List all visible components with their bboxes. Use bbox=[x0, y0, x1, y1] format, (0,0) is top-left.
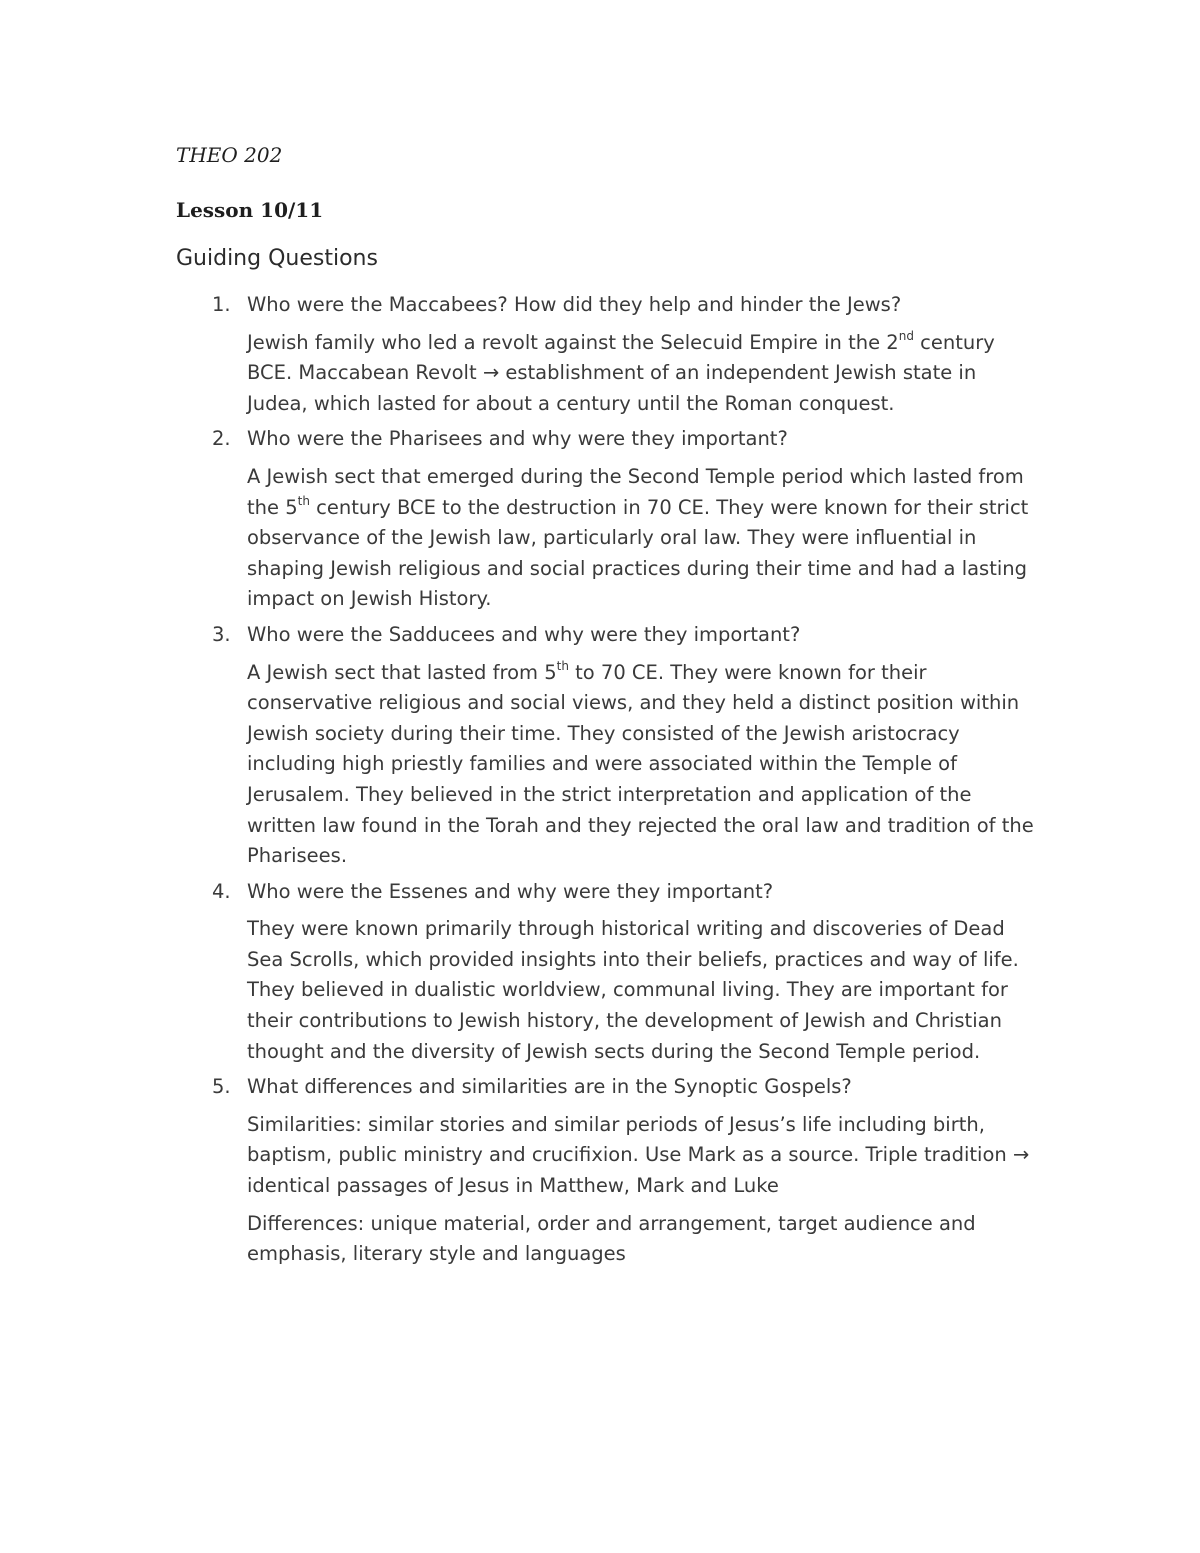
question-number: 1. bbox=[212, 293, 231, 316]
question-item-4 bbox=[176, 877, 1036, 1068]
ordinal-suffix: th bbox=[297, 493, 310, 508]
lesson-title: Lesson 10/11 bbox=[176, 198, 324, 222]
course-code: THEO 202 bbox=[176, 143, 283, 167]
answer-text: A Jewish sect that emerged during the Second Temple period which lasted from the 5th century BCE to the destruction in 70 CE. They were known for their strict observance of the Jewish law, particularly oral law. They were influential in shaping Jewish religious and social practices during their time and had a lasting impact on Jewish History. bbox=[247, 464, 1029, 611]
section-heading: Guiding Questions bbox=[176, 246, 378, 271]
question-text: Who were the Essenes and why were they important? bbox=[247, 879, 774, 903]
differences-text: Differences: unique material, order and arrangement, target audience and emphasis, literary style and languages bbox=[247, 1211, 976, 1266]
question-number: 4. bbox=[212, 879, 231, 903]
question-text: Who were the Sadducees and why were they important? bbox=[247, 622, 801, 646]
question-text: What differences and similarities are in the Synoptic Gospels? bbox=[247, 1075, 852, 1099]
question-list bbox=[176, 290, 1036, 1270]
ordinal-suffix: th bbox=[556, 658, 569, 673]
question-number: 5. bbox=[212, 1075, 231, 1099]
question-item-2 bbox=[176, 424, 1036, 615]
similarities-text: Similarities: similar stories and similar periods of Jesus’s life including birth, baptism, public ministry and crucifixion. Use Mark as a source. Triple tradition → identical passages of Jesus in Matthew, Mark and Luke bbox=[247, 1112, 1030, 1198]
question-text: Who were the Maccabees? How did they help and hinder the Jews? bbox=[247, 293, 902, 316]
question-text: Who were the Pharisees and why were they important? bbox=[247, 427, 788, 451]
answer-text: Jewish family who led a revolt against the Selecuid Empire in the 2nd century BCE. Maccabean Revolt → establishment of an independent Jewish state in Judea, which lasted for about a century until the Roman conquest. bbox=[247, 328, 995, 415]
answer-text: They were known primarily through historical writing and discoveries of Dead Sea Scrolls, which provided insights into their beliefs, practices and way of life. They believed in dualistic worldview, communal living. They are important for their contributions to Jewish history, the development of Jewish and Christian thought and the diversity of Jewish sects during the Second Temple period. bbox=[247, 917, 1019, 1063]
answer-text: A Jewish sect that lasted from 5th to 70 CE. They were known for their conservative religious and social views, and they held a distinct position within Jewish society during their time. They consisted of the Jewish aristocracy including high priestly families and were associated within the Temple of Jerusalem. They believed in the strict interpretation and application of the written law found in the Torah and they rejected the oral law and tradition of the Pharisees. bbox=[247, 658, 1034, 868]
question-number: 3. bbox=[212, 622, 231, 646]
question-number: 2. bbox=[212, 427, 231, 451]
ordinal-suffix: nd bbox=[898, 328, 914, 343]
question-item-5 bbox=[176, 1072, 1036, 1270]
document-page bbox=[176, 138, 1036, 1275]
question-item-3 bbox=[176, 620, 1036, 872]
question-item-1 bbox=[176, 290, 1036, 419]
